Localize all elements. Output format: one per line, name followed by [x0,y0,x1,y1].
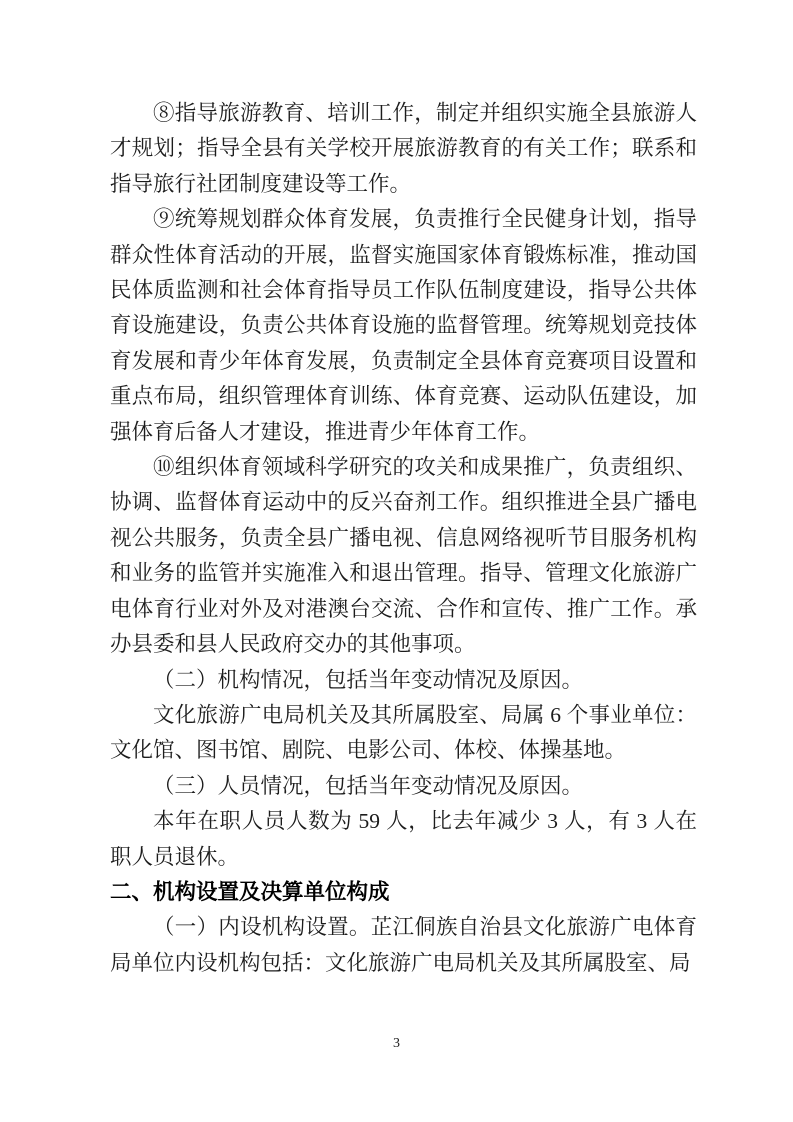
paragraph-personnel-situation-label: （三）人员情况，包括当年变动情况及原因。 [153,773,584,798]
paragraph-internal-org-setup: （一）内设机构设置。芷江侗族自治县文化旅游广电体育局单位内设机构包括：文化旅游广电局机关及其所属股室、局 [110,915,697,975]
section-heading-org-setup: 二、机构设置及决算单位构成 [110,879,390,904]
paragraph-personnel-count: 本年在职人员人数为 59 人，比去年减少 3 人，有 3 人在职人员退休。 [110,809,697,869]
paragraph-duty-8-tourism-education: ⑧指导旅游教育、培训工作，制定并组织实施全县旅游人才规划；指导全县有关学校开展旅游教育的有关工作；联系和指导旅行社团制度建设等工作。 [110,101,697,196]
paragraph-duty-9-mass-sports: ⑨统筹规划群众体育发展，负责推行全民健身计划，指导群众性体育活动的开展，监督实施国家体育锻炼标准，推动国民体质监测和社会体育指导员工作队伍制度建设，指导公共体育设施建设，负责公共体育设施的监督管理。统筹规划竞技体育发展和青少年体育发展，负责制定全县体育竞赛项目设置和重点布局，组织管理体育训练、体育竞赛、运动队伍建设，加强体育后备人才建设，推进青少年体育工作。 [110,207,697,444]
document-content [110,96,697,981]
paragraph-duty-10-sports-research-broadcasting: ⑩组织体育领域科学研究的攻关和成果推广，负责组织、协调、监督体育运动中的反兴奋剂工作。组织推进全县广播电视公共服务，负责全县广播电视、信息网络视听节目服务机构和业务的监管并实施准入和退出管理。指导、管理文化旅游广电体育行业对外及对港澳台交流、合作和宣传、推广工作。承办县委和县人民政府交办的其他事项。 [110,455,697,657]
paragraph-org-units: 文化旅游广电局机关及其所属股室、局属 6 个事业单位：文化馆、图书馆、剧院、电影公司、体校、体操基地。 [110,702,697,763]
page-number: 3 [393,1036,400,1051]
paragraph-org-situation-label: （二）机构情况，包括当年变动情况及原因。 [153,667,584,692]
